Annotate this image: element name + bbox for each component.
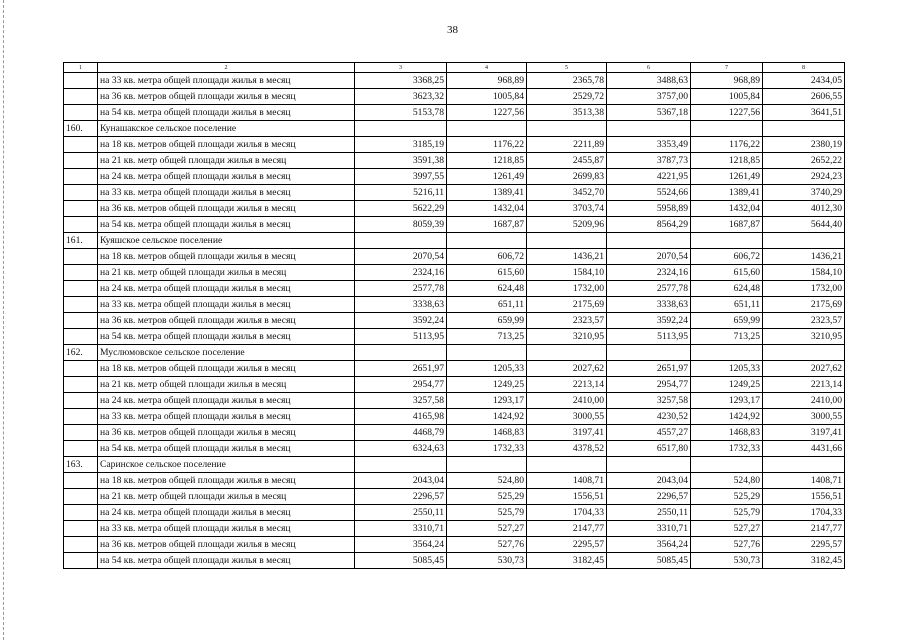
table-row bbox=[64, 89, 845, 105]
area-description: на 33 кв. метра общей площади жилья в месяц bbox=[98, 73, 355, 89]
row-index-cell bbox=[64, 473, 98, 489]
table-row bbox=[64, 489, 845, 505]
value-cell: 525,29 bbox=[447, 489, 527, 505]
table-row bbox=[64, 297, 845, 313]
column-number: 8 bbox=[763, 63, 845, 73]
value-cell: 1176,22 bbox=[447, 137, 527, 153]
area-description: на 18 кв. метров общей площади жилья в месяц bbox=[98, 361, 355, 377]
table-row bbox=[64, 377, 845, 393]
value-cell: 527,27 bbox=[447, 521, 527, 537]
area-description: на 54 кв. метра общей площади жилья в месяц bbox=[98, 105, 355, 121]
value-cell: 2296,57 bbox=[607, 489, 691, 505]
value-cell: 5113,95 bbox=[607, 329, 691, 345]
empty-cell bbox=[527, 121, 607, 137]
value-cell: 1218,85 bbox=[447, 153, 527, 169]
table-row bbox=[64, 537, 845, 553]
value-cell: 1584,10 bbox=[527, 265, 607, 281]
value-cell: 2380,19 bbox=[763, 137, 845, 153]
value-cell: 2213,14 bbox=[527, 377, 607, 393]
value-cell: 1424,92 bbox=[447, 409, 527, 425]
value-cell: 2296,57 bbox=[355, 489, 447, 505]
value-cell: 2652,22 bbox=[763, 153, 845, 169]
settlement-row bbox=[64, 345, 845, 361]
value-cell: 1389,41 bbox=[447, 185, 527, 201]
value-cell: 2323,57 bbox=[763, 313, 845, 329]
settlement-row bbox=[64, 457, 845, 473]
value-cell: 2651,97 bbox=[355, 361, 447, 377]
value-cell: 1408,71 bbox=[763, 473, 845, 489]
empty-cell bbox=[691, 457, 763, 473]
value-cell: 1261,49 bbox=[691, 169, 763, 185]
value-cell: 3787,73 bbox=[607, 153, 691, 169]
value-cell: 4378,52 bbox=[527, 441, 607, 457]
empty-cell bbox=[447, 457, 527, 473]
empty-cell bbox=[607, 121, 691, 137]
value-cell: 3592,24 bbox=[607, 313, 691, 329]
settlement-number: 163. bbox=[64, 457, 98, 473]
value-cell: 8564,29 bbox=[607, 217, 691, 233]
value-cell: 5209,96 bbox=[527, 217, 607, 233]
row-index-cell bbox=[64, 249, 98, 265]
table-row bbox=[64, 201, 845, 217]
value-cell: 2324,16 bbox=[607, 265, 691, 281]
row-index-cell bbox=[64, 89, 98, 105]
value-cell: 3338,63 bbox=[607, 297, 691, 313]
empty-cell bbox=[691, 345, 763, 361]
row-index-cell bbox=[64, 313, 98, 329]
row-index-cell bbox=[64, 217, 98, 233]
value-cell: 4221,95 bbox=[607, 169, 691, 185]
table-row bbox=[64, 393, 845, 409]
empty-cell bbox=[607, 233, 691, 249]
empty-cell bbox=[763, 457, 845, 473]
table-row bbox=[64, 169, 845, 185]
column-number: 7 bbox=[691, 63, 763, 73]
value-cell: 2213,14 bbox=[763, 377, 845, 393]
value-cell: 2147,77 bbox=[763, 521, 845, 537]
value-cell: 1704,33 bbox=[527, 505, 607, 521]
value-cell: 2434,05 bbox=[763, 73, 845, 89]
value-cell: 624,48 bbox=[691, 281, 763, 297]
column-number: 4 bbox=[447, 63, 527, 73]
value-cell: 4012,30 bbox=[763, 201, 845, 217]
value-cell: 968,89 bbox=[447, 73, 527, 89]
value-cell: 4165,98 bbox=[355, 409, 447, 425]
value-cell: 527,76 bbox=[447, 537, 527, 553]
value-cell: 5153,78 bbox=[355, 105, 447, 121]
value-cell: 1249,25 bbox=[447, 377, 527, 393]
table-row bbox=[64, 441, 845, 457]
value-cell: 3623,32 bbox=[355, 89, 447, 105]
column-number: 2 bbox=[98, 63, 355, 73]
value-cell: 6517,80 bbox=[607, 441, 691, 457]
area-description: на 21 кв. метр общей площади жилья в месяц bbox=[98, 489, 355, 505]
value-cell: 2175,69 bbox=[763, 297, 845, 313]
area-description: на 33 кв. метра общей площади жилья в месяц bbox=[98, 297, 355, 313]
value-cell: 6324,63 bbox=[355, 441, 447, 457]
value-cell: 530,73 bbox=[447, 553, 527, 569]
area-description: на 36 кв. метров общей площади жилья в месяц bbox=[98, 313, 355, 329]
value-cell: 5085,45 bbox=[355, 553, 447, 569]
row-index-cell bbox=[64, 441, 98, 457]
value-cell: 1205,33 bbox=[691, 361, 763, 377]
value-cell: 4230,52 bbox=[607, 409, 691, 425]
area-description: на 24 кв. метра общей площади жилья в месяц bbox=[98, 393, 355, 409]
area-description: на 21 кв. метр общей площади жилья в месяц bbox=[98, 265, 355, 281]
table-row bbox=[64, 521, 845, 537]
value-cell: 713,25 bbox=[447, 329, 527, 345]
value-cell: 1005,84 bbox=[447, 89, 527, 105]
value-cell: 3757,00 bbox=[607, 89, 691, 105]
value-cell: 3257,58 bbox=[355, 393, 447, 409]
column-number: 6 bbox=[607, 63, 691, 73]
table-row bbox=[64, 425, 845, 441]
value-cell: 1424,92 bbox=[691, 409, 763, 425]
tariff-table bbox=[63, 62, 845, 569]
value-cell: 3210,95 bbox=[527, 329, 607, 345]
value-cell: 1732,33 bbox=[447, 441, 527, 457]
row-index-cell bbox=[64, 153, 98, 169]
value-cell: 659,99 bbox=[447, 313, 527, 329]
value-cell: 2147,77 bbox=[527, 521, 607, 537]
table-row bbox=[64, 329, 845, 345]
value-cell: 1732,00 bbox=[527, 281, 607, 297]
value-cell: 2529,72 bbox=[527, 89, 607, 105]
table-row bbox=[64, 185, 845, 201]
area-description: на 33 кв. метра общей площади жилья в месяц bbox=[98, 409, 355, 425]
empty-cell bbox=[691, 233, 763, 249]
row-index-cell bbox=[64, 137, 98, 153]
area-description: на 54 кв. метра общей площади жилья в месяц bbox=[98, 553, 355, 569]
value-cell: 2651,97 bbox=[607, 361, 691, 377]
value-cell: 3310,71 bbox=[607, 521, 691, 537]
value-cell: 3182,45 bbox=[763, 553, 845, 569]
settlement-name: Кунашакское сельское поселение bbox=[98, 121, 355, 137]
table-row bbox=[64, 281, 845, 297]
value-cell: 5367,18 bbox=[607, 105, 691, 121]
empty-cell bbox=[447, 121, 527, 137]
value-cell: 2410,00 bbox=[527, 393, 607, 409]
row-index-cell bbox=[64, 553, 98, 569]
value-cell: 4468,79 bbox=[355, 425, 447, 441]
table-body bbox=[64, 63, 845, 569]
value-cell: 2365,78 bbox=[527, 73, 607, 89]
value-cell: 2043,04 bbox=[607, 473, 691, 489]
area-description: на 54 кв. метра общей площади жилья в месяц bbox=[98, 217, 355, 233]
value-cell: 525,79 bbox=[447, 505, 527, 521]
value-cell: 1556,51 bbox=[763, 489, 845, 505]
value-cell: 5644,40 bbox=[763, 217, 845, 233]
value-cell: 2550,11 bbox=[607, 505, 691, 521]
value-cell: 4431,66 bbox=[763, 441, 845, 457]
row-index-cell bbox=[64, 73, 98, 89]
area-description: на 18 кв. метров общей площади жилья в месяц bbox=[98, 249, 355, 265]
empty-cell bbox=[447, 345, 527, 361]
settlement-number: 162. bbox=[64, 345, 98, 361]
value-cell: 1261,49 bbox=[447, 169, 527, 185]
value-cell: 5113,95 bbox=[355, 329, 447, 345]
row-index-cell bbox=[64, 281, 98, 297]
table-row bbox=[64, 553, 845, 569]
value-cell: 3257,58 bbox=[607, 393, 691, 409]
value-cell: 2324,16 bbox=[355, 265, 447, 281]
value-cell: 524,80 bbox=[447, 473, 527, 489]
settlement-name: Куяшское сельское поселение bbox=[98, 233, 355, 249]
row-index-cell bbox=[64, 409, 98, 425]
value-cell: 2577,78 bbox=[607, 281, 691, 297]
value-cell: 3000,55 bbox=[527, 409, 607, 425]
value-cell: 1436,21 bbox=[527, 249, 607, 265]
value-cell: 525,79 bbox=[691, 505, 763, 521]
settlement-name: Муслюмовское сельское поселение bbox=[98, 345, 355, 361]
value-cell: 2027,62 bbox=[527, 361, 607, 377]
value-cell: 1408,71 bbox=[527, 473, 607, 489]
value-cell: 2070,54 bbox=[607, 249, 691, 265]
value-cell: 2455,87 bbox=[527, 153, 607, 169]
table-row bbox=[64, 473, 845, 489]
page-edge-guide bbox=[3, 0, 4, 640]
empty-cell bbox=[763, 121, 845, 137]
value-cell: 3564,24 bbox=[607, 537, 691, 553]
empty-cell bbox=[447, 233, 527, 249]
value-cell: 1468,83 bbox=[447, 425, 527, 441]
row-index-cell bbox=[64, 169, 98, 185]
value-cell: 1249,25 bbox=[691, 377, 763, 393]
value-cell: 3488,63 bbox=[607, 73, 691, 89]
value-cell: 2175,69 bbox=[527, 297, 607, 313]
row-index-cell bbox=[64, 393, 98, 409]
settlement-row bbox=[64, 121, 845, 137]
empty-cell bbox=[691, 121, 763, 137]
value-cell: 1432,04 bbox=[447, 201, 527, 217]
value-cell: 1687,87 bbox=[447, 217, 527, 233]
area-description: на 33 кв. метра общей площади жилья в месяц bbox=[98, 185, 355, 201]
value-cell: 659,99 bbox=[691, 313, 763, 329]
area-description: на 21 кв. метр общей площади жилья в месяц bbox=[98, 153, 355, 169]
value-cell: 651,11 bbox=[447, 297, 527, 313]
value-cell: 3368,25 bbox=[355, 73, 447, 89]
empty-cell bbox=[607, 345, 691, 361]
value-cell: 2295,57 bbox=[527, 537, 607, 553]
empty-cell bbox=[355, 345, 447, 361]
value-cell: 1227,56 bbox=[447, 105, 527, 121]
value-cell: 3513,38 bbox=[527, 105, 607, 121]
value-cell: 4557,27 bbox=[607, 425, 691, 441]
value-cell: 1389,41 bbox=[691, 185, 763, 201]
table-row bbox=[64, 105, 845, 121]
row-index-cell bbox=[64, 185, 98, 201]
value-cell: 525,29 bbox=[691, 489, 763, 505]
table-row bbox=[64, 249, 845, 265]
value-cell: 5524,66 bbox=[607, 185, 691, 201]
settlement-name: Саринское сельское поселение bbox=[98, 457, 355, 473]
value-cell: 2323,57 bbox=[527, 313, 607, 329]
value-cell: 1584,10 bbox=[763, 265, 845, 281]
row-index-cell bbox=[64, 201, 98, 217]
area-description: на 24 кв. метра общей площади жилья в месяц bbox=[98, 169, 355, 185]
value-cell: 3197,41 bbox=[763, 425, 845, 441]
row-index-cell bbox=[64, 105, 98, 121]
settlement-number: 161. bbox=[64, 233, 98, 249]
value-cell: 3353,49 bbox=[607, 137, 691, 153]
table-row bbox=[64, 505, 845, 521]
row-index-cell bbox=[64, 505, 98, 521]
row-index-cell bbox=[64, 297, 98, 313]
value-cell: 3452,70 bbox=[527, 185, 607, 201]
value-cell: 2070,54 bbox=[355, 249, 447, 265]
value-cell: 3564,24 bbox=[355, 537, 447, 553]
area-description: на 21 кв. метр общей площади жилья в месяц bbox=[98, 377, 355, 393]
empty-cell bbox=[355, 233, 447, 249]
row-index-cell bbox=[64, 489, 98, 505]
column-number: 5 bbox=[527, 63, 607, 73]
value-cell: 3997,55 bbox=[355, 169, 447, 185]
value-cell: 3703,74 bbox=[527, 201, 607, 217]
empty-cell bbox=[527, 345, 607, 361]
value-cell: 1436,21 bbox=[763, 249, 845, 265]
value-cell: 5216,11 bbox=[355, 185, 447, 201]
value-cell: 3182,45 bbox=[527, 553, 607, 569]
area-description: на 36 кв. метров общей площади жилья в месяц bbox=[98, 537, 355, 553]
value-cell: 1687,87 bbox=[691, 217, 763, 233]
table-row bbox=[64, 409, 845, 425]
empty-cell bbox=[527, 233, 607, 249]
value-cell: 2699,83 bbox=[527, 169, 607, 185]
value-cell: 2295,57 bbox=[763, 537, 845, 553]
empty-cell bbox=[607, 457, 691, 473]
value-cell: 8059,39 bbox=[355, 217, 447, 233]
value-cell: 2954,77 bbox=[607, 377, 691, 393]
value-cell: 606,72 bbox=[691, 249, 763, 265]
value-cell: 3740,29 bbox=[763, 185, 845, 201]
value-cell: 3210,95 bbox=[763, 329, 845, 345]
value-cell: 1468,83 bbox=[691, 425, 763, 441]
value-cell: 606,72 bbox=[447, 249, 527, 265]
value-cell: 713,25 bbox=[691, 329, 763, 345]
value-cell: 2606,55 bbox=[763, 89, 845, 105]
value-cell: 1704,33 bbox=[763, 505, 845, 521]
table-row bbox=[64, 153, 845, 169]
row-index-cell bbox=[64, 361, 98, 377]
area-description: на 36 кв. метров общей площади жилья в месяц bbox=[98, 201, 355, 217]
value-cell: 2550,11 bbox=[355, 505, 447, 521]
value-cell: 2043,04 bbox=[355, 473, 447, 489]
value-cell: 615,60 bbox=[447, 265, 527, 281]
value-cell: 1218,85 bbox=[691, 153, 763, 169]
empty-cell bbox=[527, 457, 607, 473]
value-cell: 3310,71 bbox=[355, 521, 447, 537]
value-cell: 1293,17 bbox=[691, 393, 763, 409]
column-number: 1 bbox=[64, 63, 98, 73]
settlement-row bbox=[64, 233, 845, 249]
area-description: на 33 кв. метра общей площади жилья в месяц bbox=[98, 521, 355, 537]
table-row bbox=[64, 313, 845, 329]
value-cell: 5085,45 bbox=[607, 553, 691, 569]
row-index-cell bbox=[64, 425, 98, 441]
value-cell: 1556,51 bbox=[527, 489, 607, 505]
settlement-number: 160. bbox=[64, 121, 98, 137]
value-cell: 3000,55 bbox=[763, 409, 845, 425]
value-cell: 2211,89 bbox=[527, 137, 607, 153]
row-index-cell bbox=[64, 329, 98, 345]
area-description: на 54 кв. метра общей площади жилья в месяц bbox=[98, 329, 355, 345]
column-number-row bbox=[64, 63, 845, 73]
value-cell: 615,60 bbox=[691, 265, 763, 281]
value-cell: 527,27 bbox=[691, 521, 763, 537]
value-cell: 3592,24 bbox=[355, 313, 447, 329]
value-cell: 2954,77 bbox=[355, 377, 447, 393]
row-index-cell bbox=[64, 521, 98, 537]
area-description: на 24 кв. метра общей площади жилья в месяц bbox=[98, 505, 355, 521]
value-cell: 3185,19 bbox=[355, 137, 447, 153]
empty-cell bbox=[355, 457, 447, 473]
value-cell: 1205,33 bbox=[447, 361, 527, 377]
table-row bbox=[64, 361, 845, 377]
table-row bbox=[64, 73, 845, 89]
value-cell: 1176,22 bbox=[691, 137, 763, 153]
area-description: на 18 кв. метров общей площади жилья в месяц bbox=[98, 473, 355, 489]
value-cell: 530,73 bbox=[691, 553, 763, 569]
value-cell: 1432,04 bbox=[691, 201, 763, 217]
area-description: на 36 кв. метров общей площади жилья в месяц bbox=[98, 89, 355, 105]
value-cell: 1732,00 bbox=[763, 281, 845, 297]
empty-cell bbox=[355, 121, 447, 137]
value-cell: 624,48 bbox=[447, 281, 527, 297]
value-cell: 2577,78 bbox=[355, 281, 447, 297]
area-description: на 54 кв. метра общей площади жилья в месяц bbox=[98, 441, 355, 457]
value-cell: 3338,63 bbox=[355, 297, 447, 313]
row-index-cell bbox=[64, 377, 98, 393]
area-description: на 24 кв. метра общей площади жилья в месяц bbox=[98, 281, 355, 297]
value-cell: 1227,56 bbox=[691, 105, 763, 121]
table-row bbox=[64, 265, 845, 281]
value-cell: 3591,38 bbox=[355, 153, 447, 169]
row-index-cell bbox=[64, 265, 98, 281]
value-cell: 5958,89 bbox=[607, 201, 691, 217]
value-cell: 2027,62 bbox=[763, 361, 845, 377]
table-row bbox=[64, 137, 845, 153]
value-cell: 3197,41 bbox=[527, 425, 607, 441]
value-cell: 527,76 bbox=[691, 537, 763, 553]
value-cell: 524,80 bbox=[691, 473, 763, 489]
empty-cell bbox=[763, 233, 845, 249]
value-cell: 2924,23 bbox=[763, 169, 845, 185]
value-cell: 651,11 bbox=[691, 297, 763, 313]
value-cell: 2410,00 bbox=[763, 393, 845, 409]
value-cell: 3641,51 bbox=[763, 105, 845, 121]
empty-cell bbox=[763, 345, 845, 361]
value-cell: 1005,84 bbox=[691, 89, 763, 105]
row-index-cell bbox=[64, 537, 98, 553]
area-description: на 36 кв. метров общей площади жилья в месяц bbox=[98, 425, 355, 441]
value-cell: 5622,29 bbox=[355, 201, 447, 217]
page-number: 38 bbox=[447, 24, 458, 36]
value-cell: 1293,17 bbox=[447, 393, 527, 409]
table-row bbox=[64, 217, 845, 233]
column-number: 3 bbox=[355, 63, 447, 73]
area-description: на 18 кв. метров общей площади жилья в месяц bbox=[98, 137, 355, 153]
value-cell: 968,89 bbox=[691, 73, 763, 89]
value-cell: 1732,33 bbox=[691, 441, 763, 457]
